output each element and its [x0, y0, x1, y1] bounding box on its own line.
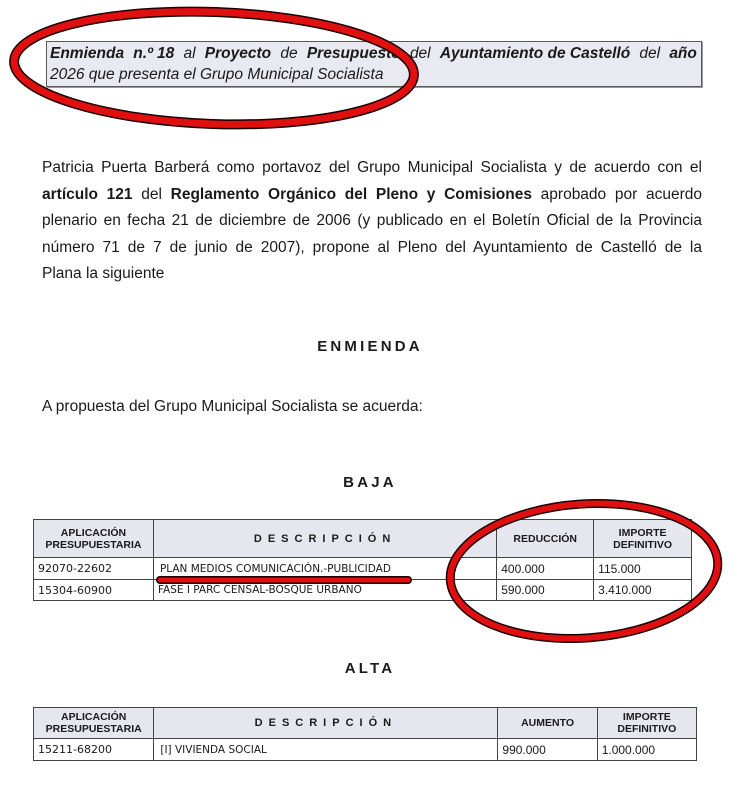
table-row [34, 739, 697, 761]
cell-aumento: 990.000 [498, 739, 597, 761]
header-aplicacion: APLICACIÓN PRESUPUESTARIA [34, 708, 154, 739]
alta-table [33, 707, 697, 761]
cell-descripcion: FASE I PARC CENSAL-BOSQUE URBANO [153, 580, 496, 601]
cell-aplicacion: 92070-22602 [34, 558, 154, 580]
cell-aplicacion: 15211-68200 [34, 739, 154, 761]
paragraph-text: del [132, 185, 171, 203]
title-word: del [409, 45, 431, 62]
paragraph-line: Patricia Puerta Barberá como portavoz del Grupo Municipal Socialista y de acuerdo con el [42, 159, 702, 176]
paragraph-line [42, 182, 702, 209]
header-importe-definitivo: IMPORTE DEFINITIVO [594, 520, 692, 558]
title-word: Proyecto [204, 45, 272, 62]
table-spacer [692, 580, 721, 601]
paragraph-line: Plana la siguiente [42, 265, 165, 282]
title-word: Ayuntamiento de Castelló [439, 45, 631, 62]
section-heading-enmienda [0, 338, 740, 355]
title-word: Presupuesto [306, 45, 401, 62]
title-word: del [639, 45, 661, 62]
amendment-title-box [46, 41, 702, 87]
cell-importe: 115.000 [594, 558, 692, 580]
title-word: al [183, 45, 196, 62]
header-descripcion: DESCRIPCIÓN [153, 520, 496, 558]
section-heading-alta: ALTA [344, 660, 396, 677]
header-reduccion: REDUCCIÓN [497, 520, 594, 558]
intro-text: A propuesta del Grupo Municipal Socialista se acuerda: [42, 398, 423, 415]
cell-reduccion: 400.000 [497, 558, 594, 580]
table-header-row [34, 520, 721, 558]
cell-descripcion: PLAN MEDIOS COMUNICACIÓN.-PUBLICIDAD [153, 558, 496, 580]
table-spacer [692, 558, 721, 580]
header-importe-definitivo: IMPORTE DEFINITIVO [597, 708, 696, 739]
title-line-2: 2026 que presenta el Grupo Municipal Socialista [50, 66, 384, 83]
section-heading-text: ENMIENDA [317, 338, 423, 355]
title-word: Enmienda [50, 45, 125, 62]
title-word: n.º 18 [133, 45, 175, 62]
title-line-1 [50, 43, 697, 64]
cell-importe: 1.000.000 [597, 739, 696, 761]
table-row [34, 558, 721, 580]
regulation-name: Reglamento Orgánico del Pleno y Comisiones [170, 185, 532, 203]
paragraph-line: número 71 de 7 de junio de 2007), propone al Pleno del Ayuntamiento de Castelló de la [42, 238, 702, 256]
header-descripcion: DESCRIPCIÓN [154, 708, 498, 739]
header-aplicacion: APLICACIÓN PRESUPUESTARIA [34, 520, 154, 558]
table-spacer [692, 520, 721, 558]
paragraph-text: aprobado por acuerdo [531, 185, 702, 203]
title-word: año [669, 45, 697, 62]
preamble-paragraph [42, 155, 702, 288]
table-header-row [34, 708, 697, 739]
cell-importe: 3.410.000 [594, 580, 692, 601]
cell-aplicacion: 15304-60900 [34, 580, 154, 601]
cell-descripcion: [I] VIVIENDA SOCIAL [154, 739, 498, 761]
title-word: de [280, 45, 298, 62]
section-heading-baja: BAJA [343, 474, 397, 491]
baja-table [33, 519, 721, 601]
paragraph-line: plenario en fecha 21 de diciembre de 2006 (y publicado en el Boletín Oficial de la Provincia [42, 212, 702, 229]
header-aumento: AUMENTO [498, 708, 597, 739]
cell-reduccion: 590.000 [497, 580, 594, 601]
article-reference: artículo 121 [42, 185, 133, 203]
table-row [34, 580, 721, 601]
